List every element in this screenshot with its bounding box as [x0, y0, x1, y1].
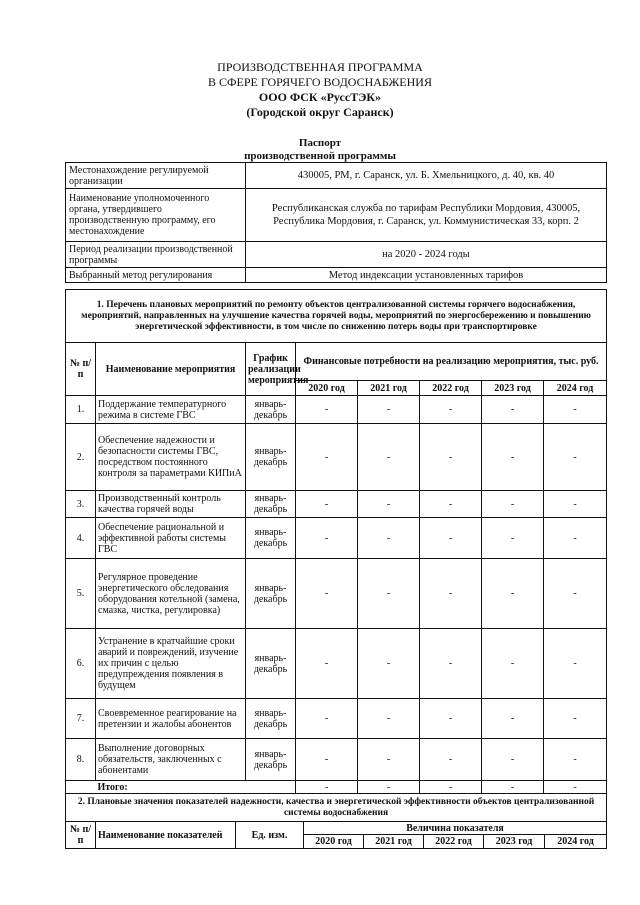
total-value: -: [296, 781, 358, 794]
info-row: [66, 189, 607, 242]
finance-value: -: [296, 739, 358, 781]
col-unit-header: Ед. изм.: [236, 822, 304, 849]
col-indicator-value-header: Величина показателя: [304, 822, 607, 835]
info-row: [66, 268, 607, 283]
finance-value: -: [482, 424, 544, 491]
info-label: Местонахождение регулируемой организации: [66, 163, 246, 189]
header-line-1: ПРОИЗВОДСТВЕННАЯ ПРОГРАММА: [217, 60, 423, 74]
row-number: 5.: [66, 559, 96, 629]
measure-schedule: январь-декабрь: [246, 699, 296, 739]
city-district: (Городской округ Саранск): [246, 105, 394, 119]
finance-value: -: [420, 424, 482, 491]
measure-name: Обеспечение рациональной и эффективной работы системы ГВС: [96, 518, 246, 559]
passport-title: [0, 137, 640, 163]
finance-value: -: [296, 424, 358, 491]
col-number-header: № п/п: [66, 343, 96, 396]
passport-title-line-1: Паспорт: [298, 137, 342, 149]
info-value: на 2020 - 2024 годы: [246, 242, 607, 268]
table-row: [66, 491, 607, 518]
measure-name: Своевременное реагирование на претензии и жалобы абонентов: [96, 699, 246, 739]
table-row: [66, 559, 607, 629]
total-value: -: [482, 781, 544, 794]
finance-value: -: [420, 396, 482, 424]
finance-value: -: [296, 559, 358, 629]
total-row: [66, 781, 607, 794]
finance-value: -: [544, 518, 607, 559]
info-value: 430005, РМ, г. Саранск, ул. Б. Хмельницкого, д. 40, кв. 40: [246, 163, 607, 189]
finance-value: -: [482, 559, 544, 629]
total-label: Итого:: [96, 781, 296, 794]
finance-value: -: [296, 518, 358, 559]
finance-value: -: [544, 396, 607, 424]
finance-value: -: [358, 424, 420, 491]
finance-value: -: [482, 629, 544, 699]
table-row: [66, 518, 607, 559]
row-number: 1.: [66, 396, 96, 424]
measures-table: [65, 289, 607, 794]
col-finance-header: Финансовые потребности на реализацию мероприятия, тыс. руб.: [296, 343, 607, 381]
year-header: 2023 год: [482, 381, 544, 396]
info-value: Метод индексации установленных тарифов: [246, 268, 607, 283]
finance-value: -: [296, 491, 358, 518]
header-line-2: В СФЕРЕ ГОРЯЧЕГО ВОДОСНАБЖЕНИЯ: [208, 75, 432, 89]
info-row: [66, 242, 607, 268]
finance-value: -: [358, 629, 420, 699]
finance-value: -: [482, 739, 544, 781]
finance-value: -: [482, 518, 544, 559]
finance-value: -: [358, 559, 420, 629]
measure-name: Обеспечение надежности и безопасности системы ГВС, посредством постоянного контроля за параметрами КИПиА: [96, 424, 246, 491]
finance-value: -: [420, 739, 482, 781]
info-label: Наименование уполномоченного органа, утвердившего производственную программу, его местонахождение: [66, 189, 246, 242]
measure-name: Поддержание температурного режима в системе ГВС: [96, 396, 246, 424]
row-number: 2.: [66, 424, 96, 491]
section-1-title: 1. Перечень плановых мероприятий по ремонту объектов централизованной системы горячего водоснабжения, мероприятий, направленных на улучшение качества горячей воды, мероприятий по энергосбережению и повышению энергетической эффективности, в том числе по снижению потерь воды при транспортировке: [66, 290, 607, 343]
year-header: 2020 год: [296, 381, 358, 396]
year-header: 2024 год: [545, 835, 607, 849]
finance-value: -: [544, 699, 607, 739]
finance-value: -: [296, 629, 358, 699]
finance-value: -: [482, 699, 544, 739]
measure-schedule: январь-декабрь: [246, 491, 296, 518]
organization-name: ООО ФСК «РуссТЭК»: [258, 90, 382, 104]
table-header-row: [66, 343, 607, 381]
col-name-header: Наименование мероприятия: [96, 343, 246, 396]
total-spacer: [66, 781, 96, 794]
year-header: 2024 год: [544, 381, 607, 396]
year-header: 2021 год: [358, 381, 420, 396]
table-row: [66, 699, 607, 739]
measure-name: Выполнение договорных обязательств, заключенных с абонентами: [96, 739, 246, 781]
info-label: Выбранный метод регулирования: [66, 268, 246, 283]
row-number: 8.: [66, 739, 96, 781]
measure-name: Регулярное проведение энергетического обследования оборудования котельной (замена, смазка, чистка, регулировка): [96, 559, 246, 629]
passport-title-line-2: производственной программы: [244, 150, 396, 162]
finance-value: -: [482, 396, 544, 424]
row-number: 7.: [66, 699, 96, 739]
finance-value: -: [544, 424, 607, 491]
info-value: Республиканская служба по тарифам Республики Мордовия, 430005, Республика Мордовия, г. Саранск, ул. Коммунистическая 33, корп. 2: [246, 189, 607, 242]
section-2-title: 2. Плановые значения показателей надежности, качества и энергетической эффективности объектов централизованной системы водоснабжения: [66, 794, 607, 822]
measure-schedule: январь-декабрь: [246, 424, 296, 491]
finance-value: -: [420, 629, 482, 699]
info-label: Период реализации производственной программы: [66, 242, 246, 268]
measure-schedule: январь-декабрь: [246, 559, 296, 629]
measure-schedule: январь-декабрь: [246, 396, 296, 424]
finance-value: -: [420, 518, 482, 559]
year-header: 2020 год: [304, 835, 364, 849]
finance-value: -: [358, 739, 420, 781]
row-number: 6.: [66, 629, 96, 699]
total-value: -: [544, 781, 607, 794]
finance-value: -: [358, 518, 420, 559]
info-row: [66, 163, 607, 189]
col-number-header: № п/п: [66, 822, 96, 849]
measure-schedule: январь-декабрь: [246, 518, 296, 559]
finance-value: -: [544, 491, 607, 518]
finance-value: -: [296, 396, 358, 424]
table-header-row: [66, 822, 607, 835]
measure-schedule: январь-декабрь: [246, 629, 296, 699]
finance-value: -: [420, 699, 482, 739]
table-row: [66, 739, 607, 781]
measure-name: Устранение в кратчайшие сроки аварий и повреждений, изучение их причин с целью предупреждения появления в будущем: [96, 629, 246, 699]
table-row: [66, 629, 607, 699]
year-header: 2022 год: [424, 835, 484, 849]
finance-value: -: [420, 559, 482, 629]
measure-name: Производственный контроль качества горячей воды: [96, 491, 246, 518]
finance-value: -: [544, 739, 607, 781]
year-header: 2022 год: [420, 381, 482, 396]
finance-value: -: [482, 491, 544, 518]
row-number: 3.: [66, 491, 96, 518]
year-header: 2021 год: [364, 835, 424, 849]
indicators-table: [65, 793, 607, 849]
document-header: [0, 60, 640, 120]
table-row: [66, 424, 607, 491]
col-schedule-header: График реализации мероприятия: [246, 343, 296, 396]
passport-info-table: [65, 162, 607, 283]
finance-value: -: [420, 491, 482, 518]
total-value: -: [358, 781, 420, 794]
finance-value: -: [544, 559, 607, 629]
measure-schedule: январь-декабрь: [246, 739, 296, 781]
table-row: [66, 396, 607, 424]
finance-value: -: [358, 491, 420, 518]
year-header: 2023 год: [484, 835, 545, 849]
col-indicator-name-header: Наименование показателей: [96, 822, 236, 849]
row-number: 4.: [66, 518, 96, 559]
finance-value: -: [296, 699, 358, 739]
finance-value: -: [544, 629, 607, 699]
total-value: -: [420, 781, 482, 794]
finance-value: -: [358, 699, 420, 739]
finance-value: -: [358, 396, 420, 424]
